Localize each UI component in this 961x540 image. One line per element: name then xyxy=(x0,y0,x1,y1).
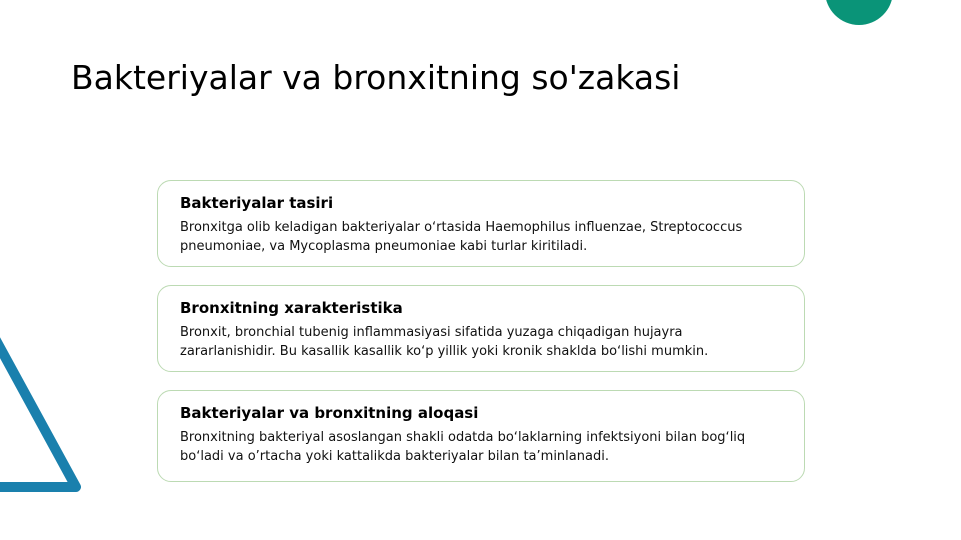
card-heading: Bronxitning xarakteristika xyxy=(180,299,403,317)
card-heading: Bakteriyalar va bronxitning aloqasi xyxy=(180,404,479,422)
info-card-bakteriyalar-tasiri xyxy=(157,180,805,267)
info-card-bronxitning-xarakteristika xyxy=(157,285,805,372)
teal-half-circle-decoration xyxy=(825,0,893,25)
card-body-text: Bronxit, bronchial tubenig inflammasiyasi sifatida yuzaga chiqadigan hujayra zararlanishidir. Bu kasallik kasallik koʻp yillik yoki kronik shaklda boʻlishi mumkin. xyxy=(180,325,709,359)
blue-triangle-outline-decoration xyxy=(0,300,110,500)
card-body-text: Bronxitning bakteriyal asoslangan shakli odatda boʻlaklarning infektsiyoni bilan bogʻliq boʻladi va o’rtacha yoki kattalikda bakteriyalar bilan ta’minlanadi. xyxy=(180,430,746,464)
slide-title: Bakteriyalar va bronxitning so'zakasi xyxy=(71,58,681,97)
info-card-bakteriyalar-va-bronxitning-aloqasi xyxy=(157,390,805,482)
card-body-text: Bronxitga olib keladigan bakteriyalar oʻrtasida Haemophilus influenzae, Streptococcus pneumoniae, va Mycoplasma pneumoniae kabi turlar kiritiladi. xyxy=(180,220,743,254)
card-heading: Bakteriyalar tasiri xyxy=(180,194,334,212)
